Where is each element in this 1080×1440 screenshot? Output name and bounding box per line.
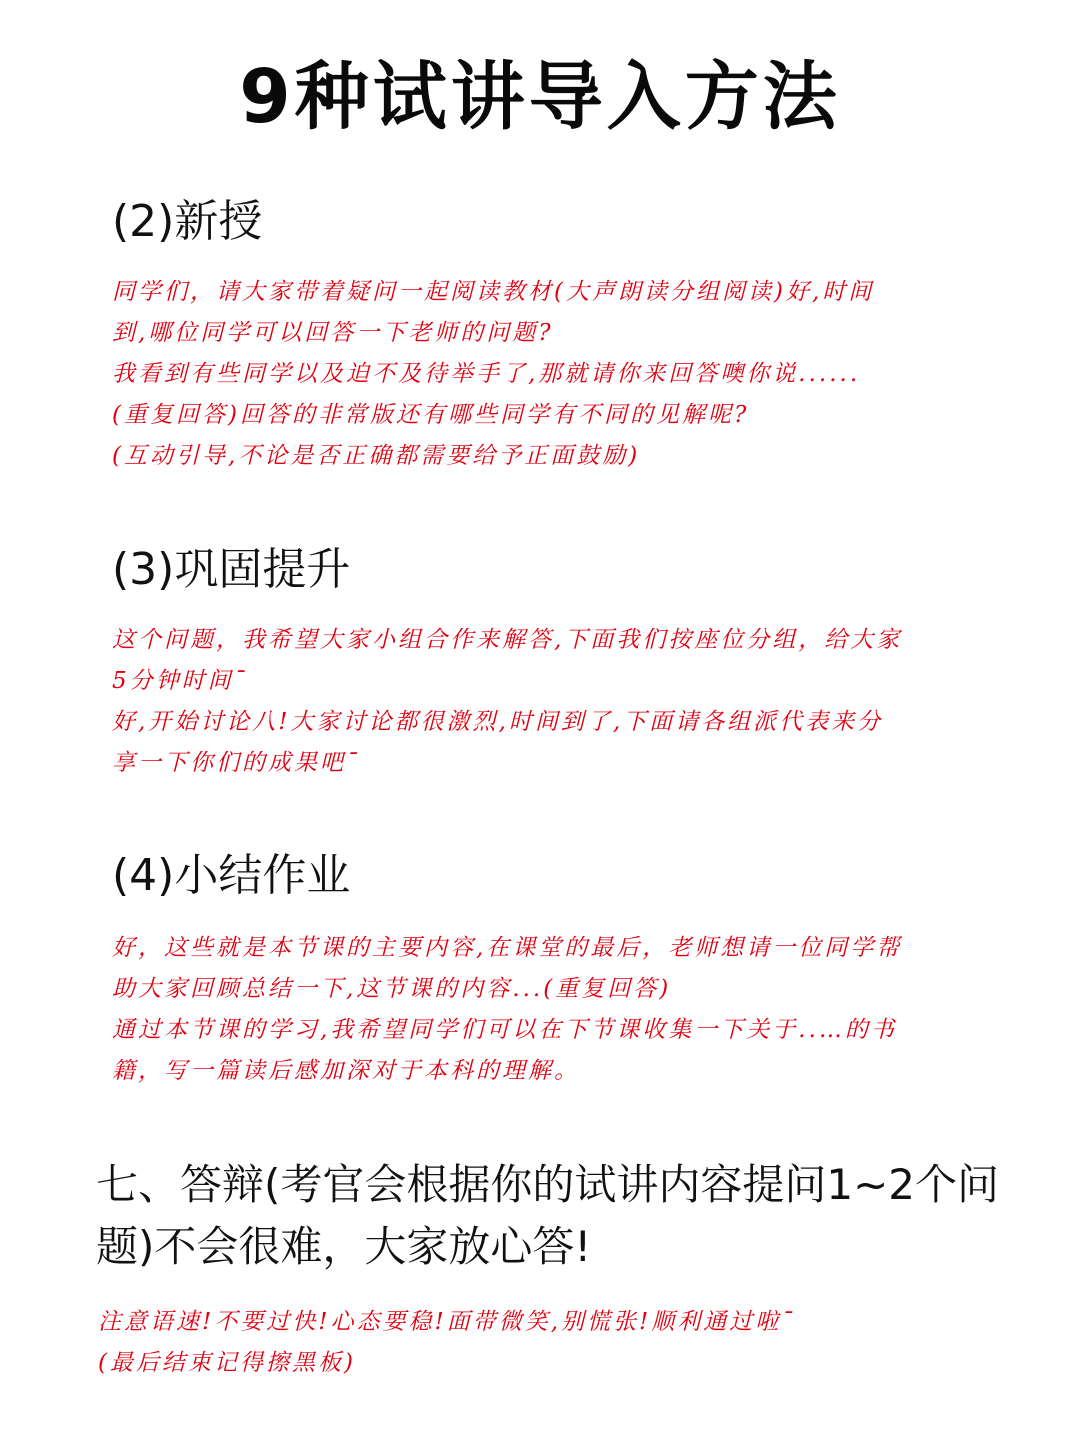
body-line: 好，这些就是本节课的主要内容,在课堂的最后，老师想请一位同学帮: [112, 935, 903, 961]
body-line: 享一下你们的成果吧¯: [112, 750, 361, 776]
body-line: 我看到有些同学以及迫不及待举手了,那就请你来回答噢你说......: [112, 361, 861, 387]
body-line: 通过本节课的学习,我希望同学们可以在下节课收集一下关于..…的书: [112, 1017, 897, 1043]
body-line: 籍，写一篇读后感加深对于本科的理解。: [112, 1058, 580, 1084]
body-line: 注意语速!不要过快!心态要稳!面带微笑,别慌张!顺利通过啦¯: [98, 1309, 796, 1335]
body-line: (重复回答)回答的非常版还有哪些同学有不同的见解呢?: [112, 402, 750, 428]
body-line: 这个问题，我希望大家小组合作来解答,下面我们按座位分组，给大家: [112, 627, 903, 653]
section-heading-new-lesson: (2)新授: [112, 196, 263, 247]
body-line: 好,开始讨论八!大家讨论都很激烈,时间到了,下面请各组派代表来分: [112, 709, 884, 735]
defense-heading-line: 题)不会很难，大家放心答!: [96, 1222, 592, 1271]
section-heading-summary-homework: (4)小结作业: [112, 850, 351, 901]
defense-heading: [96, 1154, 1046, 1278]
defense-body: [98, 1302, 998, 1384]
section-body-new-lesson: [112, 272, 1012, 477]
body-line: 5分钟时间¯: [112, 668, 249, 694]
body-line: (最后结束记得擦黑板): [98, 1350, 356, 1376]
defense-heading-line: 七、答辩(考官会根据你的试讲内容提问1~2个问: [96, 1160, 1000, 1209]
section-body-consolidation: [112, 620, 1012, 784]
section-heading-consolidation: (3)巩固提升: [112, 544, 351, 595]
body-line: (互动引导,不论是否正确都需要给予正面鼓励): [112, 443, 641, 469]
section-body-summary-homework: [112, 928, 1012, 1092]
body-line: 助大家回顾总结一下,这节课的内容...(重复回答): [112, 976, 672, 1002]
body-line: 同学们，请大家带着疑问一起阅读教材(大声朗读分组阅读)好,时间: [112, 279, 875, 305]
page-title: 9种试讲导入方法: [239, 54, 841, 140]
body-line: 到,哪位同学可以回答一下老师的问题?: [112, 320, 554, 346]
